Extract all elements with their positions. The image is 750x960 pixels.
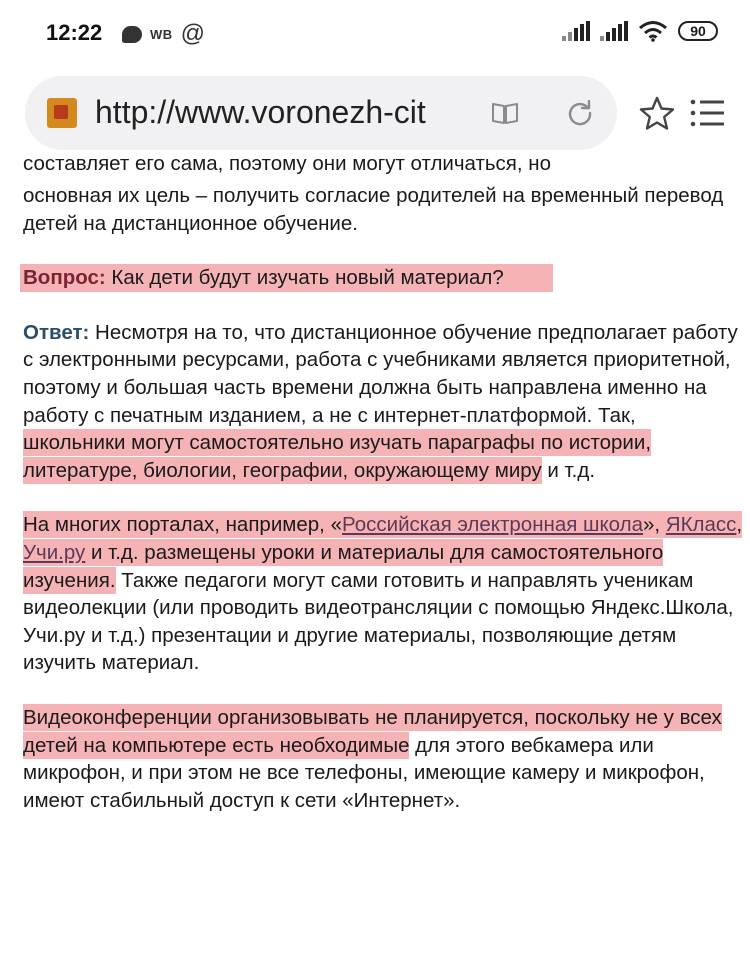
question-paragraph (23, 264, 743, 292)
answer-paragraph (23, 319, 743, 485)
portals-tail: Также педагоги могут сами готовить и направлять ученикам видеолекции (или проводить видеотрансляции с помощью Яндекс.Школа, Учи.ру и т.д.) презентации и другие материалы, позволяющие детям изучить материал. (23, 568, 734, 675)
url-field[interactable]: http://www.voronezh-cit (95, 94, 426, 130)
portals-paragraph (23, 511, 743, 677)
at-icon: @ (180, 20, 206, 47)
signal-icon (600, 21, 628, 41)
status-left-icons (122, 22, 205, 46)
paragraph-consent: основная их цель – получить согласие родителей на временный перевод детей на дистанционное обучение. (23, 184, 724, 235)
status-bar (0, 0, 750, 68)
status-right-icons (562, 20, 718, 42)
link-yaklass[interactable]: ЯКласс (665, 513, 737, 537)
answer-highlight: школьники могут самостоятельно изучать параграфы по истории, литературе, биологии, географии, окружающему миру (23, 431, 652, 482)
link-resh[interactable]: Российская электронная школа (341, 513, 643, 537)
cut-off-line: составляет его сама, поэтому они могут отличаться, но (23, 158, 552, 175)
video-tail: для этого вебкамера или микрофон, и при этом не все телефоны, имеющие камеру и микрофон, имеют стабильный доступ к сети «Интернет». (23, 733, 705, 812)
reader-mode-icon[interactable] (491, 100, 519, 126)
star-icon[interactable] (639, 96, 675, 130)
address-bar[interactable] (25, 76, 617, 150)
article-content (23, 158, 743, 814)
chat-bubble-icon (122, 26, 142, 43)
link-uchi[interactable]: Учи.ру (23, 540, 86, 564)
portals-highlight: На многих порталах, например, «Российская электронная школа», ЯКласс, Учи.ру и т.д. размещены уроки и материалы для самостоятельного изучения. (23, 513, 743, 592)
answer-tail: и т.д. (541, 458, 596, 482)
carrier-badge: WB (150, 26, 173, 42)
video-paragraph (23, 704, 743, 814)
site-favicon (47, 98, 77, 128)
menu-icon[interactable] (690, 98, 724, 128)
question-label: Вопрос: (23, 266, 106, 290)
battery-icon: 90 (678, 21, 718, 41)
answer-text: Несмотря на то, что дистанционное обучение предполагает работу с электронными ресурсами, работа с учебниками является приоритетной, поэтому и большая часть времени должна быть направлена именно на работу с печатным изданием, а не с интернет-платформой. Так, (23, 320, 738, 427)
reload-icon[interactable] (567, 100, 593, 126)
signal-icon (562, 21, 590, 41)
question-text: Как дети будут изучать новый материал? (105, 266, 504, 290)
question-highlight (20, 264, 553, 292)
status-time: 12:22 (46, 20, 103, 45)
video-highlight: Видеоконференции организовывать не планируется, поскольку не у всех детей на компьютере есть необходимые (23, 705, 722, 757)
wifi-icon (638, 20, 668, 42)
answer-label: Ответ: (23, 320, 90, 344)
